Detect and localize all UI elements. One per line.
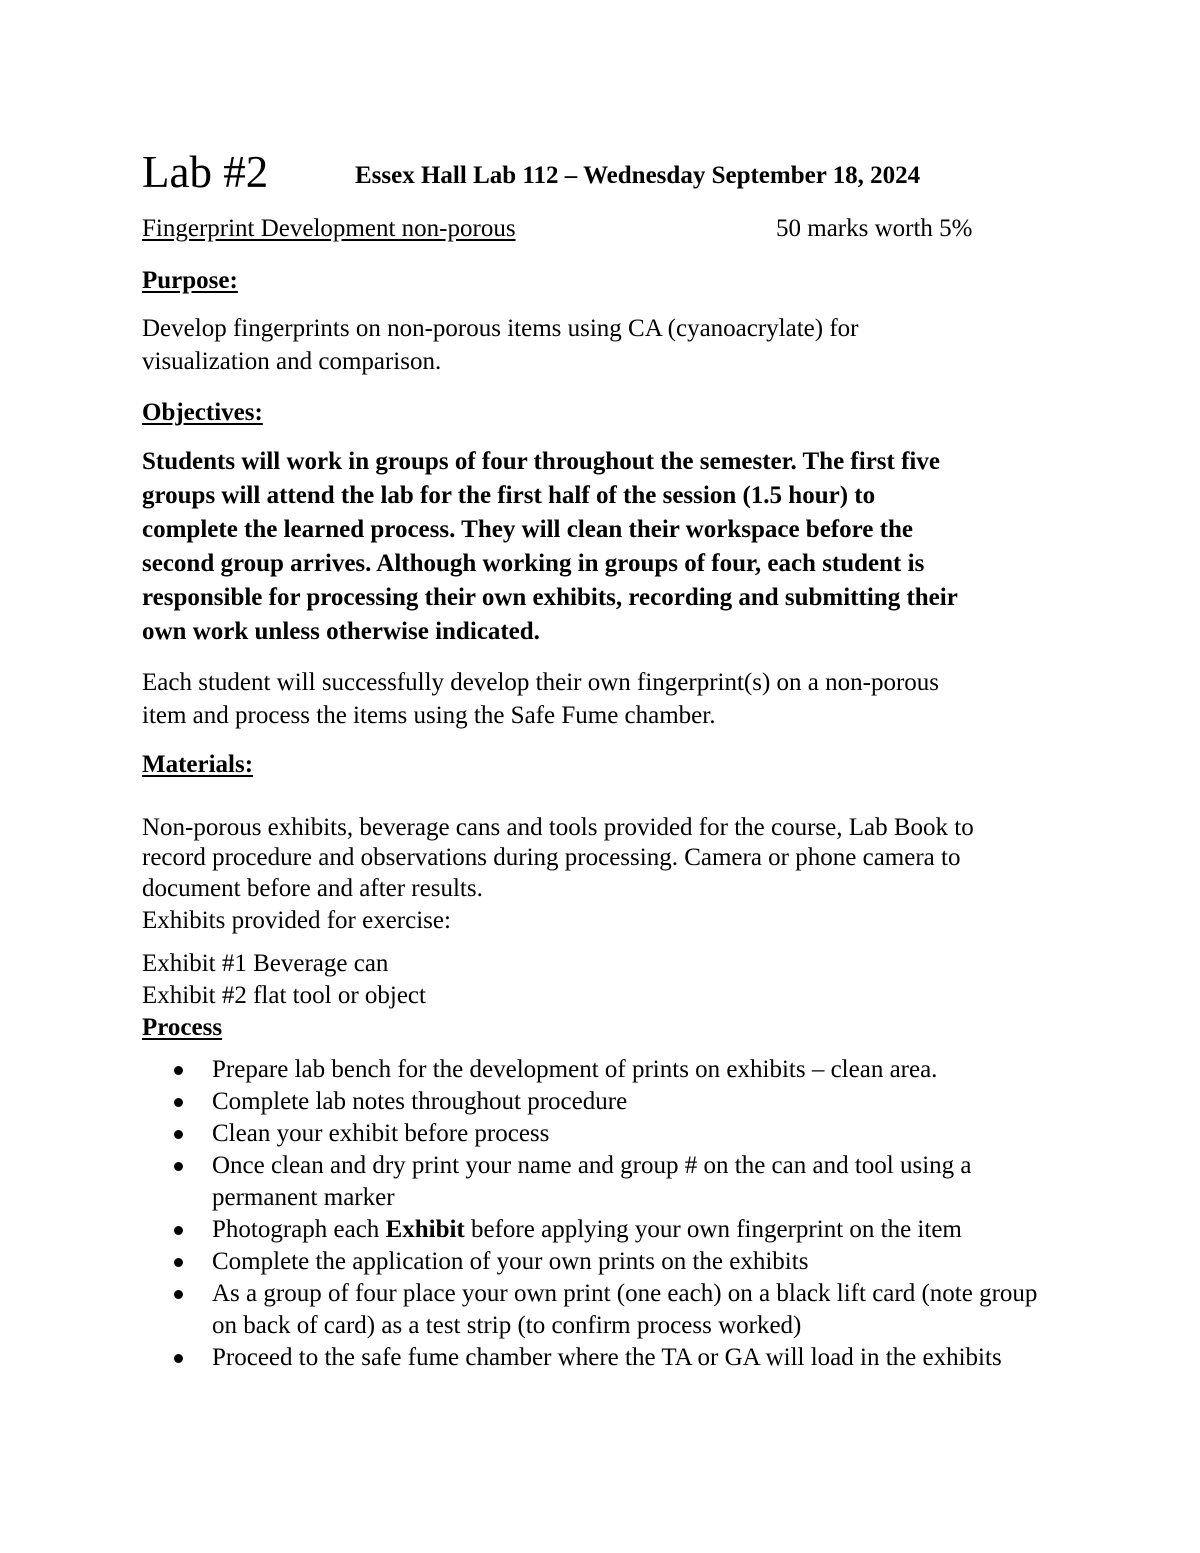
process-step bbox=[174, 1118, 1064, 1150]
process-step-text-after: before applying your own fingerprint on the item bbox=[464, 1216, 962, 1243]
exhibit-item: Exhibit #2 flat tool or object bbox=[142, 982, 426, 1009]
materials-line: Exhibits provided for exercise: bbox=[142, 907, 451, 934]
lab-marks: 50 marks worth 5% bbox=[776, 215, 973, 242]
bullet-icon bbox=[174, 1162, 183, 1171]
purpose-line: Develop fingerprints on non-porous items using CA (cyanoacrylate) for bbox=[142, 315, 859, 342]
bullet-icon bbox=[174, 1066, 183, 1075]
process-step-text: As a group of four place your own print (one each) on a black lift card (note group on back of card) as a test strip (to confirm process worked) bbox=[212, 1280, 1038, 1339]
objectives-bold-line: own work unless otherwise indicated. bbox=[142, 618, 540, 645]
bullet-icon bbox=[174, 1258, 183, 1267]
purpose-line: visualization and comparison. bbox=[142, 348, 442, 375]
bullet-icon bbox=[174, 1130, 183, 1139]
objectives-bold-line: second group arrives. Although working in groups of four, each student is bbox=[142, 550, 925, 577]
process-step bbox=[174, 1150, 1064, 1214]
process-step bbox=[174, 1086, 1064, 1118]
bullet-icon bbox=[174, 1290, 183, 1299]
materials-line: Non-porous exhibits, beverage cans and tools provided for the course, Lab Book to bbox=[142, 814, 974, 841]
objectives-bold-line: Students will work in groups of four throughout the semester. The first five bbox=[142, 448, 940, 475]
process-step-text-before: Photograph each bbox=[212, 1216, 386, 1243]
objectives-bold-line: responsible for processing their own exhibits, recording and submitting their bbox=[142, 584, 958, 611]
process-step-bold-text: Exhibit bbox=[385, 1216, 465, 1243]
process-heading: Process bbox=[142, 1014, 223, 1041]
objectives-line: item and process the items using the Safe Fume chamber. bbox=[142, 702, 716, 729]
process-step-text: Prepare lab bench for the development of prints on exhibits – clean area. bbox=[212, 1056, 938, 1083]
objectives-bold-line: groups will attend the lab for the first half of the session (1.5 hour) to bbox=[142, 482, 876, 509]
objectives-bold-line: complete the learned process. They will clean their workspace before the bbox=[142, 516, 913, 543]
objectives-line: Each student will successfully develop their own fingerprint(s) on a non-porous bbox=[142, 669, 940, 696]
bullet-icon bbox=[174, 1226, 183, 1235]
objectives-heading: Objectives: bbox=[142, 399, 263, 426]
process-step-text: Clean your exhibit before process bbox=[212, 1120, 550, 1147]
process-step-text: Complete lab notes throughout procedure bbox=[212, 1088, 628, 1115]
lab-location-date: Essex Hall Lab 112 – Wednesday September 18, 2024 bbox=[355, 162, 921, 189]
process-step bbox=[174, 1278, 1064, 1342]
process-step bbox=[174, 1246, 1064, 1278]
process-steps-list bbox=[174, 1054, 1064, 1374]
process-step bbox=[174, 1342, 1064, 1374]
exhibit-item: Exhibit #1 Beverage can bbox=[142, 950, 389, 977]
process-step-text: Proceed to the safe fume chamber where the TA or GA will load in the exhibits bbox=[212, 1344, 1002, 1371]
materials-line: document before and after results. bbox=[142, 875, 483, 902]
bullet-icon bbox=[174, 1354, 183, 1363]
materials-line: record procedure and observations during processing. Camera or phone camera to bbox=[142, 844, 961, 871]
process-step-text: Once clean and dry print your name and group # on the can and tool using a permanent marker bbox=[212, 1152, 972, 1211]
bullet-icon bbox=[174, 1098, 183, 1107]
purpose-heading: Purpose: bbox=[142, 267, 238, 294]
process-step-text: Complete the application of your own prints on the exhibits bbox=[212, 1248, 809, 1275]
process-step bbox=[174, 1054, 1064, 1086]
materials-heading: Materials: bbox=[142, 751, 254, 778]
process-step bbox=[174, 1214, 1064, 1246]
lab-title: Lab #2 bbox=[142, 147, 269, 197]
lab-topic: Fingerprint Development non-porous bbox=[142, 215, 516, 242]
